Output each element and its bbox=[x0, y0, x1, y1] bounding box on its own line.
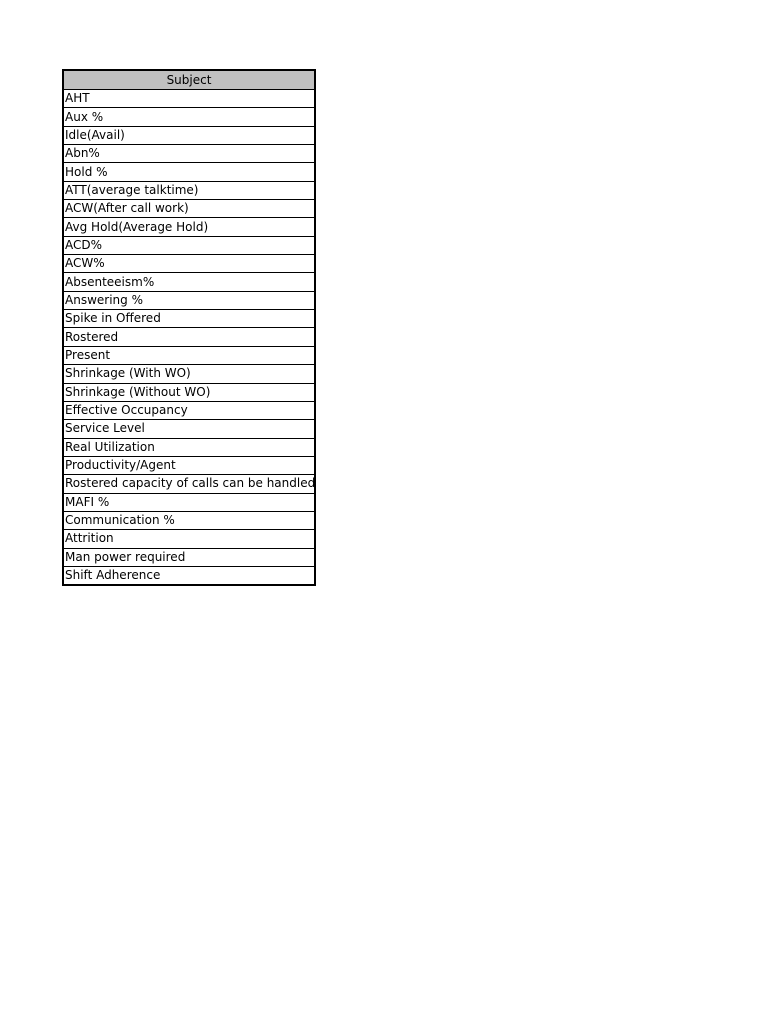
subject-cell: Spike in Offered bbox=[63, 310, 315, 328]
table-body bbox=[63, 90, 315, 586]
subject-cell: Absenteeism% bbox=[63, 273, 315, 291]
subject-cell: ACD% bbox=[63, 236, 315, 254]
subject-cell: Avg Hold(Average Hold) bbox=[63, 218, 315, 236]
table-row bbox=[63, 566, 315, 585]
subject-cell: Answering % bbox=[63, 291, 315, 309]
table-row bbox=[63, 383, 315, 401]
subject-cell: Present bbox=[63, 346, 315, 364]
table-row bbox=[63, 420, 315, 438]
table-row bbox=[63, 456, 315, 474]
table-row bbox=[63, 548, 315, 566]
table-row bbox=[63, 365, 315, 383]
table-row bbox=[63, 438, 315, 456]
subject-cell: MAFI % bbox=[63, 493, 315, 511]
header-row bbox=[63, 70, 315, 90]
subject-cell: Idle(Avail) bbox=[63, 126, 315, 144]
table-row bbox=[63, 511, 315, 529]
table-row bbox=[63, 475, 315, 493]
table-row bbox=[63, 346, 315, 364]
table-row bbox=[63, 530, 315, 548]
subject-table bbox=[62, 69, 316, 586]
table-row bbox=[63, 236, 315, 254]
table-row bbox=[63, 401, 315, 419]
subject-cell: Shift Adherence bbox=[65, 568, 161, 583]
table-row bbox=[63, 126, 315, 144]
subject-cell: Rostered capacity of calls can be handled bbox=[63, 475, 315, 493]
subject-cell: Shrinkage (With WO) bbox=[63, 365, 315, 383]
subject-cell: Real Utilization bbox=[63, 438, 315, 456]
subject-cell: ACW(After call work) bbox=[63, 200, 315, 218]
table-row bbox=[63, 163, 315, 181]
subject-cell: Man power required bbox=[63, 548, 315, 566]
subject-cell: Productivity/Agent bbox=[63, 456, 315, 474]
table-row bbox=[63, 291, 315, 309]
subject-header: Subject bbox=[63, 70, 315, 90]
subject-cell: Shrinkage (Without WO) bbox=[63, 383, 315, 401]
subject-cell: Attrition bbox=[63, 530, 315, 548]
table-row bbox=[63, 200, 315, 218]
table-row bbox=[63, 108, 315, 126]
subject-cell: Communication % bbox=[63, 511, 315, 529]
subject-cell: Aux % bbox=[63, 108, 315, 126]
table-row bbox=[63, 145, 315, 163]
subject-cell: Rostered bbox=[63, 328, 315, 346]
subject-cell: AHT bbox=[63, 90, 315, 108]
subject-cell: Effective Occupancy bbox=[63, 401, 315, 419]
subject-cell: Service Level bbox=[63, 420, 315, 438]
table-row bbox=[63, 328, 315, 346]
table-row bbox=[63, 273, 315, 291]
table-row bbox=[63, 181, 315, 199]
subject-cell: Abn% bbox=[63, 145, 315, 163]
subject-cell: ATT(average talktime) bbox=[63, 181, 315, 199]
table-row bbox=[63, 310, 315, 328]
table-row bbox=[63, 493, 315, 511]
subject-cell: Hold % bbox=[63, 163, 315, 181]
subject-cell: ACW% bbox=[63, 255, 315, 273]
table-row bbox=[63, 218, 315, 236]
table-row bbox=[63, 90, 315, 108]
table-row bbox=[63, 255, 315, 273]
